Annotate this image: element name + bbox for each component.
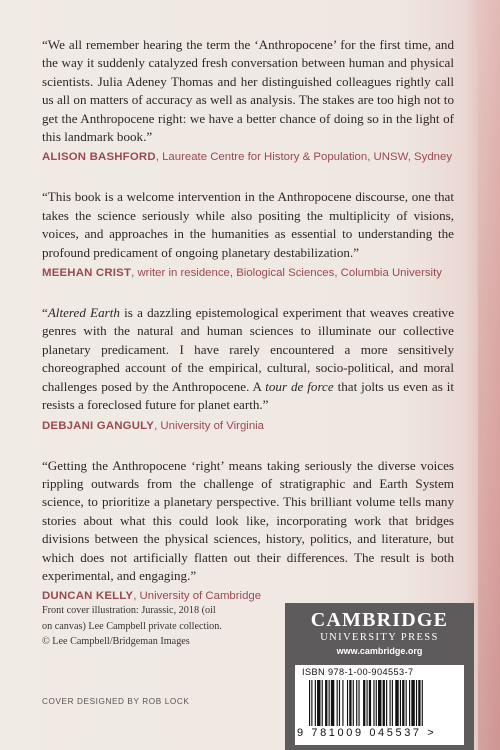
barcode-bar	[309, 680, 310, 726]
barcode-bar	[386, 680, 387, 726]
barcode-bar	[325, 680, 327, 726]
endorser-name: DUNCAN KELLY	[42, 590, 134, 603]
barcode-bar	[409, 680, 410, 726]
barcode-bar	[358, 680, 359, 726]
endorsement-attribution	[42, 418, 454, 434]
barcode-bar	[356, 680, 357, 726]
barcode-bar	[353, 680, 354, 726]
credit-line: on canvas) Lee Campbell private collection.	[42, 620, 222, 632]
endorsement-ganguly	[42, 304, 454, 433]
cover-designer: COVER DESIGNED BY ROB LOCK	[42, 697, 190, 706]
barcode-bar	[329, 680, 330, 726]
barcode-bar	[378, 680, 381, 726]
endorser-name: MEEHAN CRIST	[42, 267, 132, 280]
endorsement-attribution	[42, 588, 454, 604]
endorsement-quote: “We all remember hearing the term the ‘Anthropocene’ for the first time, and the way it suddenly catalyzed fresh conversation between human and physical scientists. Julia Adeney Thomas and her distinguished colleagues rightly call us all on matters of accuracy as well as analysis. The stakes are too high not to get the Anthropocene right: we have a better chance of doing so in the light of this landmark book.”	[42, 37, 454, 145]
barcode-bar	[373, 680, 374, 726]
publisher-press: UNIVERSITY PRESS	[320, 632, 439, 643]
barcode-bar	[367, 680, 368, 726]
barcode-bar	[347, 680, 348, 726]
barcode-bar	[315, 680, 316, 726]
publisher-panel	[285, 603, 474, 750]
publisher-url: www.cambridge.org	[336, 646, 423, 656]
barcode-bar	[311, 680, 312, 726]
barcode-bar	[342, 680, 343, 726]
barcode-bar	[322, 680, 323, 726]
endorsement-quote: “This book is a welcome intervention in the Anthropocene discourse, one that takes the science seriously while also positing the multiplicity of visions, voices, and approaches in the humanities as essential to understanding the profound predicament of ongoing planetary destabilization.”	[42, 189, 454, 260]
barcode-bar	[400, 680, 401, 726]
barcode-bar	[392, 680, 393, 726]
barcode-bar	[406, 680, 407, 726]
barcode-bar	[395, 680, 398, 726]
barcode-bar	[411, 680, 414, 726]
barcode-bar	[331, 680, 334, 726]
endorser-affiliation: , writer in residence, Biological Sciences, Columbia University	[131, 267, 442, 280]
barcode-bar	[422, 680, 423, 726]
cover-illustration-credit	[42, 603, 252, 650]
barcode-bar	[390, 680, 391, 726]
barcode-bar	[339, 680, 340, 726]
barcode-bar	[369, 680, 371, 726]
isbn-label: ISBN 978-1-00-904553-7	[302, 667, 414, 677]
cover-art-edge	[478, 0, 500, 750]
endorsement-kelly	[42, 457, 454, 605]
barcode-bar	[416, 680, 417, 726]
endorsement-quote: “Getting the Anthropocene ‘right’ means taking seriously the diverse voices rippling outwards from the challenge of stratigraphic and Earth System science, to prioritize a planetary perspective. This brilliant volume tells many stories about what this could look like, incorporating work that bridges divisions between the physical sciences, history, politics, and literature, but which does not artificially flatten out their differences. The result is both experimental, and engaging.”	[42, 457, 454, 583]
credit-line: Front cover illustration: Jurassic, 2018 (oil	[42, 605, 216, 616]
barcode-bar	[383, 680, 385, 726]
endorser-name: DEBJANI GANGULY	[42, 419, 155, 432]
barcode-digits: 9 781009 045537 >	[297, 727, 437, 739]
barcode-bar	[418, 680, 420, 726]
publisher-name: CAMBRIDGE	[310, 609, 449, 631]
barcode-box	[295, 665, 464, 745]
endorsement-attribution	[42, 149, 454, 165]
endorsement-attribution	[42, 265, 454, 281]
endorser-affiliation: , University of Virginia	[154, 419, 265, 432]
endorsement-crist	[42, 188, 454, 281]
barcode-icon	[309, 680, 449, 726]
endorser-affiliation: , Laureate Centre for History & Population, UNSW, Sydney	[155, 151, 453, 164]
barcode-bar	[363, 680, 365, 726]
endorsements	[42, 36, 454, 627]
barcode-bar	[402, 680, 404, 726]
barcode-bar	[376, 680, 377, 726]
endorser-name: ALISON BASHFORD	[42, 151, 156, 164]
barcode-bar	[317, 680, 320, 726]
endorser-affiliation: , University of Cambridge	[133, 590, 262, 603]
barcode-bar	[349, 680, 351, 726]
credit-line: © Lee Campbell/Bridgeman Images	[42, 636, 190, 647]
barcode-bar	[337, 680, 338, 726]
endorsement-bashford	[42, 36, 454, 165]
endorsement-quote: “Altered Earth is a dazzling epistemological experiment that weaves creative genres with the natural and human sciences to illuminate our collective planetary predicament. I have rarely encountered a more sensitively choreographed account of the empirical, cultural, socio-political, and moral challenges posed by the Anthropocene. A tour de force that jolts us even as it resists a foreclosed future for planet earth.”	[42, 305, 454, 413]
